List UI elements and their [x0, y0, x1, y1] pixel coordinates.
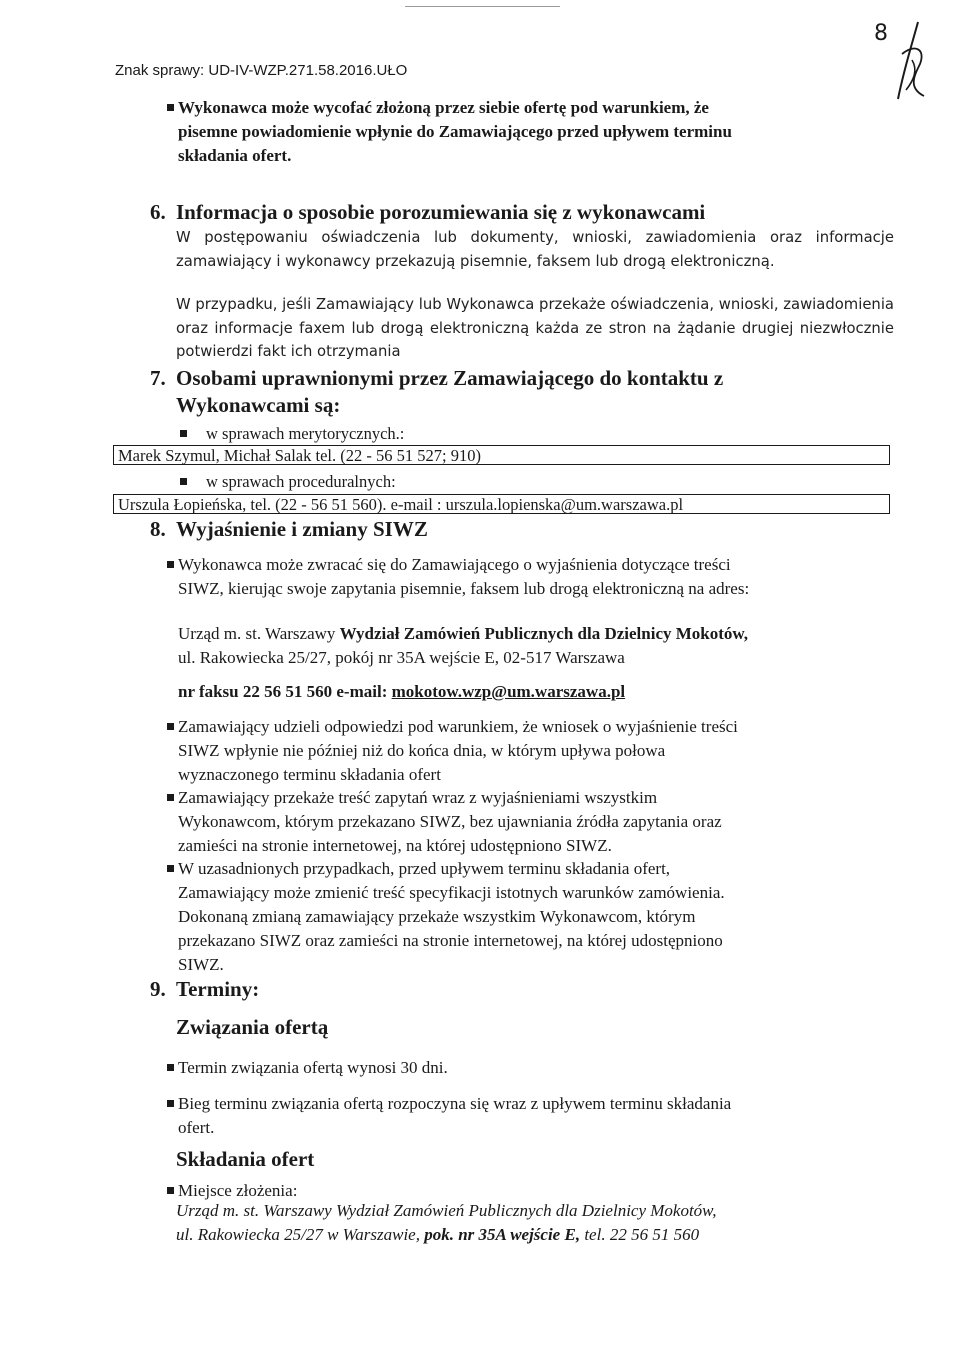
submission-place-bullet: Miejsce złożenia:: [178, 1179, 297, 1203]
merit-contact-box: Marek Szymul, Michał Salak tel. (22 - 56 51 527; 910): [113, 445, 890, 465]
section-9-heading: 9. Terminy:: [150, 977, 260, 1001]
case-reference: Znak sprawy: UD-IV-WZP.271.58.2016.UŁO: [115, 62, 408, 79]
procedural-contact-box: Urszula Łopieńska, tel. (22 - 56 51 560). e-mail : urszula.lopienska@um.warszawa.pl: [113, 494, 890, 514]
section-6-paragraph-1: W postępowaniu oświadczenia lub dokumenty, wnioski, zawiadomienia oraz informacje zamawiający i wykonawcy przekazują pisemnie, faksem lub drogą elektroniczną.: [176, 229, 894, 270]
binding-start-bullet: Bieg terminu związania ofertą rozpoczyna się wraz z upływem terminu składania ofert.: [178, 1092, 731, 1140]
bullet-square-icon: [167, 104, 174, 111]
bullet-square-icon: [167, 1187, 174, 1194]
section-7-heading: 7. Osobami uprawnionymi przez Zamawiającego do kontaktu z: [150, 366, 724, 390]
email-link[interactable]: mokotow.wzp@um.warszawa.pl: [391, 682, 626, 701]
submission-subheading: Składania ofert: [176, 1147, 315, 1171]
section-6-paragraph-2: W przypadku, jeśli Zamawiający lub Wykonawca przekaże oświadczenia, wnioski, zawiadomienia oraz informacje faxem lub drogą elektroniczną każda ze stron na żądanie drugiej niezwłocznie potwierdzi fakt ich otrzymania: [176, 296, 894, 360]
procedural-contact-label: w sprawach proceduralnych:: [206, 471, 396, 493]
bullet-square-icon: [167, 865, 174, 872]
bullet-square-icon: [167, 794, 174, 801]
section-7-heading-cont: Wykonawcami są:: [176, 393, 341, 417]
withdraw-offer-bullet: Wykonawca może wycofać złożoną przez siebie ofertę pod warunkiem, że pisemne powiadomienie wpłynie do Zamawiającego przed upływem terminu składania ofert.: [178, 96, 732, 168]
merit-contact-label: w sprawach merytorycznych.:: [206, 423, 404, 445]
svg-text:8: 8: [874, 21, 888, 46]
answer-condition-bullet: Zamawiający udzieli odpowiedzi pod warunkiem, że wniosek o wyjaśnienie treści SIWZ wpłynie nie później niż do końca dnia, w którym upływa połowa wyznaczonego terminu składania ofert: [178, 715, 738, 787]
fax-email-line: nr faksu 22 56 51 560 e-mail: mokotow.wzp@um.warszawa.pl: [178, 682, 626, 701]
office-address: Urząd m. st. Warszawy Wydział Zamówień Publicznych dla Dzielnicy Mokotów, ul. Rakowiecka 25/27, pokój nr 35A wejście E, 02-517 Warszawa: [178, 624, 748, 667]
section-8-heading: 8. Wyjaśnienie i zmiany SIWZ: [150, 517, 428, 541]
bullet-square-icon: [180, 478, 187, 485]
scan-artifact-line: [405, 6, 560, 7]
binding-offer-subheading: Związania ofertą: [176, 1015, 329, 1039]
section-6-heading: 6. Informacja o sposobie porozumiewania się z wykonawcami: [150, 200, 706, 224]
handwritten-page-mark-icon: [868, 14, 938, 104]
bullet-square-icon: [167, 561, 174, 568]
bullet-square-icon: [167, 1100, 174, 1107]
bullet-square-icon: [167, 723, 174, 730]
bullet-square-icon: [180, 430, 187, 437]
answer-distribution-bullet: Zamawiający przekaże treść zapytań wraz z wyjaśnieniami wszystkim Wykonawcom, którym przekazano SIWZ, bez ujawniania źródła zapytania oraz zamieści na stronie internetowej, na której udostępniono SIWZ.: [178, 786, 722, 858]
binding-period-bullet: Termin związania ofertą wynosi 30 dni.: [178, 1056, 448, 1080]
clarification-request-bullet: Wykonawca może zwracać się do Zamawiającego o wyjaśnienia dotyczące treści SIWZ, kierując swoje zapytania pisemnie, faksem lub drogą elektroniczną na adres:: [178, 553, 749, 601]
bullet-square-icon: [167, 1064, 174, 1071]
siwz-modification-bullet: W uzasadnionych przypadkach, przed upływem terminu składania ofert, Zamawiający może zmienić treść specyfikacji istotnych warunków zamówienia. Dokonaną zmianą zamawiający przekaże wszystkim Wykonawcom, którym przekazano SIWZ oraz zamieści na stronie internetowej, na której udostępniono SIWZ.: [178, 857, 725, 977]
submission-address: Urząd m. st. Warszawy Wydział Zamówień Publicznych dla Dzielnicy Mokotów, ul. Rakowiecka 25/27 w Warszawie, pok. nr 35A wejście E, tel. 22 56 51 560: [176, 1201, 717, 1244]
